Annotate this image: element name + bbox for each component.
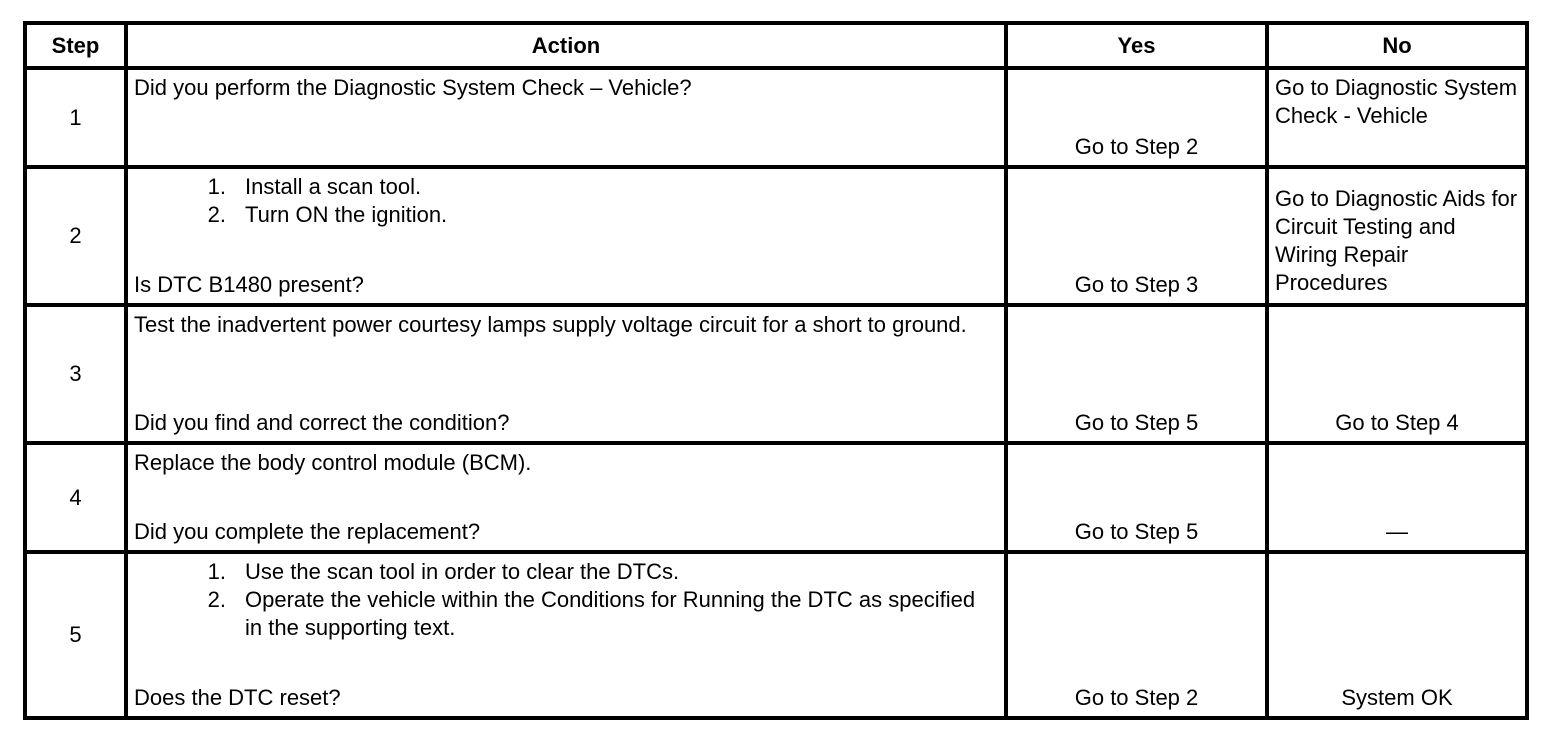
list-text: Turn ON the ignition. bbox=[245, 202, 448, 227]
step-number: 1 bbox=[25, 68, 126, 167]
table-row bbox=[25, 305, 1527, 443]
no-cell: System OK bbox=[1267, 552, 1527, 718]
question-text: Did you complete the replacement? bbox=[134, 519, 481, 544]
action-text: Test the inadvertent power courtesy lamps supply voltage circuit for a short to ground. bbox=[134, 312, 967, 337]
action-text: Replace the body control module (BCM). bbox=[134, 450, 532, 475]
instruction-list bbox=[134, 173, 998, 229]
question-text: Is DTC B1480 present? bbox=[134, 272, 364, 297]
list-item bbox=[134, 173, 998, 201]
action-cell bbox=[126, 167, 1006, 305]
yes-cell: Go to Step 3 bbox=[1006, 167, 1267, 305]
list-number: 1. bbox=[207, 559, 226, 584]
header-step: Step bbox=[25, 23, 126, 68]
instruction-list bbox=[134, 558, 998, 642]
list-number: 2. bbox=[207, 202, 226, 227]
header-action: Action bbox=[126, 23, 1006, 68]
no-cell: — bbox=[1267, 443, 1527, 552]
list-item bbox=[134, 201, 998, 229]
table-row bbox=[25, 552, 1527, 718]
yes-cell: Go to Step 2 bbox=[1006, 552, 1267, 718]
no-cell: Go to Diagnostic System Check - Vehicle bbox=[1267, 68, 1527, 167]
action-text: Did you perform the Diagnostic System Check – Vehicle? bbox=[134, 75, 692, 100]
header-yes: Yes bbox=[1006, 23, 1267, 68]
action-cell bbox=[126, 552, 1006, 718]
yes-cell: Go to Step 5 bbox=[1006, 305, 1267, 443]
action-cell bbox=[126, 68, 1006, 167]
list-text: Use the scan tool in order to clear the DTCs. bbox=[245, 559, 680, 584]
action-cell bbox=[126, 305, 1006, 443]
header-row bbox=[25, 23, 1527, 68]
list-text: Operate the vehicle within the Conditions for Running the DTC as specified in the supporting text. bbox=[245, 587, 976, 640]
table-row bbox=[25, 167, 1527, 305]
step-number: 4 bbox=[25, 443, 126, 552]
list-item bbox=[134, 558, 998, 586]
list-number: 2. bbox=[207, 587, 226, 612]
list-text: Install a scan tool. bbox=[245, 174, 422, 199]
question-text: Does the DTC reset? bbox=[134, 685, 341, 710]
yes-cell: Go to Step 5 bbox=[1006, 443, 1267, 552]
table-row bbox=[25, 443, 1527, 552]
list-item bbox=[134, 586, 998, 642]
table-row bbox=[25, 68, 1527, 167]
list-number: 1. bbox=[207, 174, 226, 199]
step-number: 5 bbox=[25, 552, 126, 718]
step-number: 3 bbox=[25, 305, 126, 443]
no-cell: Go to Diagnostic Aids for Circuit Testing and Wiring Repair Procedures bbox=[1267, 167, 1527, 305]
header-no: No bbox=[1267, 23, 1527, 68]
action-cell bbox=[126, 443, 1006, 552]
yes-cell: Go to Step 2 bbox=[1006, 68, 1267, 167]
no-cell: Go to Step 4 bbox=[1267, 305, 1527, 443]
diagnostic-table bbox=[23, 21, 1529, 720]
question-text: Did you find and correct the condition? bbox=[134, 410, 510, 435]
step-number: 2 bbox=[25, 167, 126, 305]
